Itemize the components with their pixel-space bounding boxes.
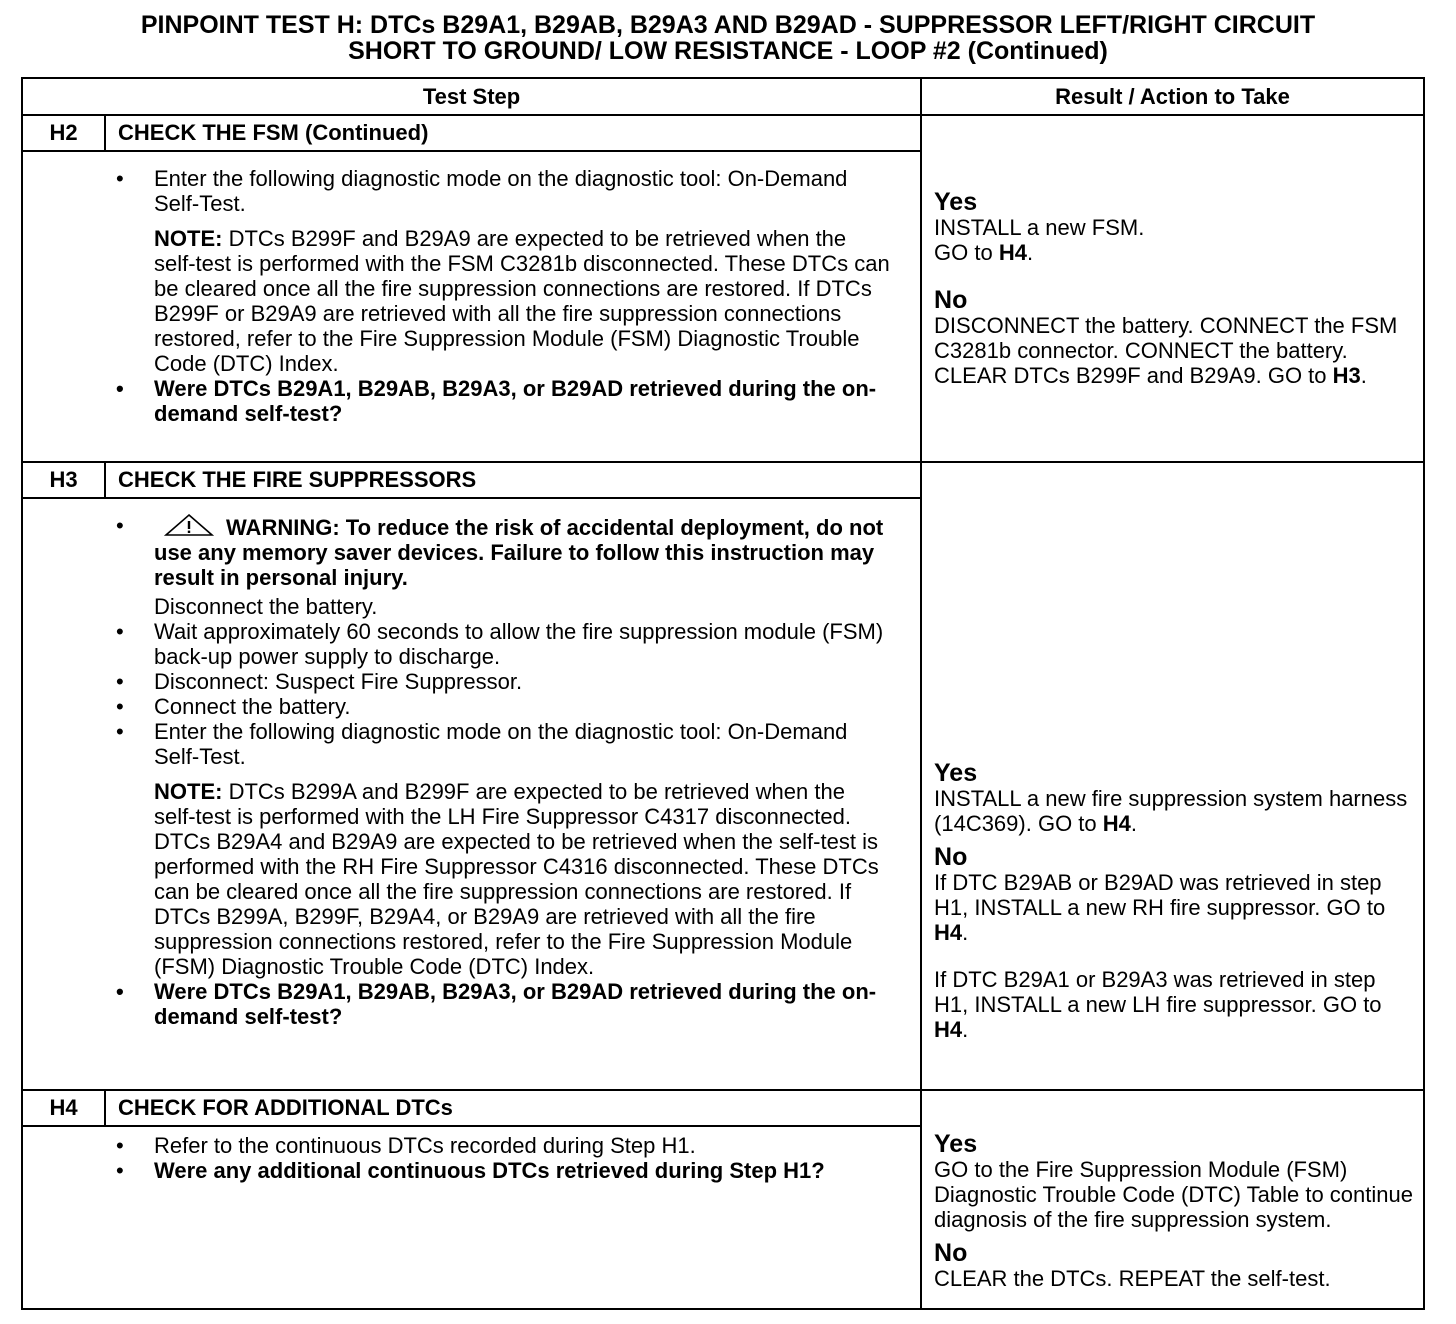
yes-action: INSTALL a new FSM. [934, 214, 1145, 240]
list-item: • Refer to the continuous DTCs recorded during Step H1. [116, 1133, 696, 1159]
note: NOTE: DTCs B299A and B299F are expected to be retrieved when the self-test is performed with the LH Fire Suppressor C4317 disconnected. DTCs B29A4 and B29A9 are expected to be retrieved when the self-test is performed with the RH Fire Suppressor C4316 disconnected. These DTCs can be cleared once all the fire suppression connections are restored. If DTCs B299A, B299F, B29A4, or B29A9 are retrieved with all the fire suppression connections restored, refer to the Fire Suppression Module (FSM) Diagnostic Trouble Code (DTC) Index. [154, 778, 879, 979]
page-title [0, 12, 1456, 64]
yes-action: GO to the Fire Suppression Module (FSM) Diagnostic Trouble Code (DTC) Table to continue diagnosis of the fire suppression system. [934, 1157, 1413, 1233]
step-h2-body [22, 151, 921, 462]
step-h3-result [921, 462, 1424, 1091]
step-h4-heading-row [22, 1090, 1424, 1126]
yes-label: Yes [934, 1130, 978, 1159]
no-action: DISCONNECT the battery. CONNECT the FSM C3281b connector. CONNECT the battery. CLEAR DTCs B299F and B29A9. GO to H3. [934, 312, 1398, 388]
list-item: • WARNING: To reduce the risk of accidental deployment, do not use any memory saver devices. Failure to follow this instruction may result in personal injury. [116, 512, 884, 590]
warning-triangle-icon [164, 513, 214, 537]
list-item: • Were DTCs B29A1, B29AB, B29A3, or B29AD retrieved during the on-demand self-test? [116, 376, 877, 426]
step-id: H4 [22, 1090, 105, 1126]
list-item: • Disconnect: Suspect Fire Suppressor. [116, 668, 523, 694]
header-row [22, 78, 1424, 115]
list-item: • Connect the battery. [116, 693, 351, 719]
title-line-1: PINPOINT TEST H: DTCs B29A1, B29AB, B29A3 AND B29AD - SUPPRESSOR LEFT/RIGHT CIRCUIT [140, 11, 1316, 39]
yes-action: INSTALL a new fire suppression system harness (14C369). GO to H4. [934, 785, 1408, 836]
no-label: No [934, 1239, 968, 1268]
step-id: H2 [22, 115, 105, 151]
no-label: No [934, 285, 968, 314]
header-result: Result / Action to Take [921, 78, 1424, 115]
step-heading: CHECK THE FSM (Continued) [105, 115, 921, 151]
step-h2-heading-row [22, 115, 1424, 151]
yes-label: Yes [934, 758, 978, 787]
step-h4-body [22, 1126, 921, 1309]
list-item: • Enter the following diagnostic mode on the diagnostic tool: On-Demand Self-Test. [116, 718, 848, 769]
title-line-2: SHORT TO GROUND/ LOW RESISTANCE - LOOP #2 (Continued) [348, 37, 1108, 65]
step-h3-heading-row [22, 462, 1424, 498]
step-h3-body [22, 498, 921, 1091]
no-action-lh: If DTC B29A1 or B29A3 was retrieved in step H1, INSTALL a new LH fire suppressor. GO to H4. [934, 966, 1382, 1042]
step-heading: CHECK THE FIRE SUPPRESSORS [105, 462, 921, 498]
step-h2-result [921, 115, 1424, 462]
list-item: • Wait approximately 60 seconds to allow the fire suppression module (FSM) back-up power supply to discharge. [116, 618, 884, 669]
step-heading: CHECK FOR ADDITIONAL DTCs [105, 1090, 921, 1126]
header-test-step: Test Step [22, 78, 921, 115]
no-action-rh: If DTC B29AB or B29AD was retrieved in step H1, INSTALL a new RH fire suppressor. GO to H4. [934, 869, 1386, 945]
no-action: CLEAR the DTCs. REPEAT the self-test. [934, 1266, 1331, 1292]
list-item: • Were DTCs B29A1, B29AB, B29A3, or B29AD retrieved during the on-demand self-test? [116, 978, 877, 1029]
step-id: H3 [22, 462, 105, 498]
warning-followup: Disconnect the battery. [154, 593, 378, 619]
yes-goto: GO to H4. [934, 239, 1034, 265]
no-label: No [934, 842, 968, 871]
list-item: • Enter the following diagnostic mode on the diagnostic tool: On-Demand Self-Test. [116, 166, 848, 216]
step-h4-result [921, 1090, 1424, 1309]
pinpoint-test-table [21, 77, 1425, 1310]
note: NOTE: DTCs B299F and B29A9 are expected to be retrieved when the self-test is performed with the FSM C3281b disconnected. These DTCs can be cleared once all the fire suppression connections are restored. If DTCs B299F or B29A9 are retrieved with all the fire suppression connections restored, refer to the Fire Suppression Module (FSM) Diagnostic Trouble Code (DTC) Index. [154, 226, 890, 376]
list-item: • Were any additional continuous DTCs retrieved during Step H1? [116, 1158, 825, 1184]
yes-label: Yes [934, 187, 978, 216]
